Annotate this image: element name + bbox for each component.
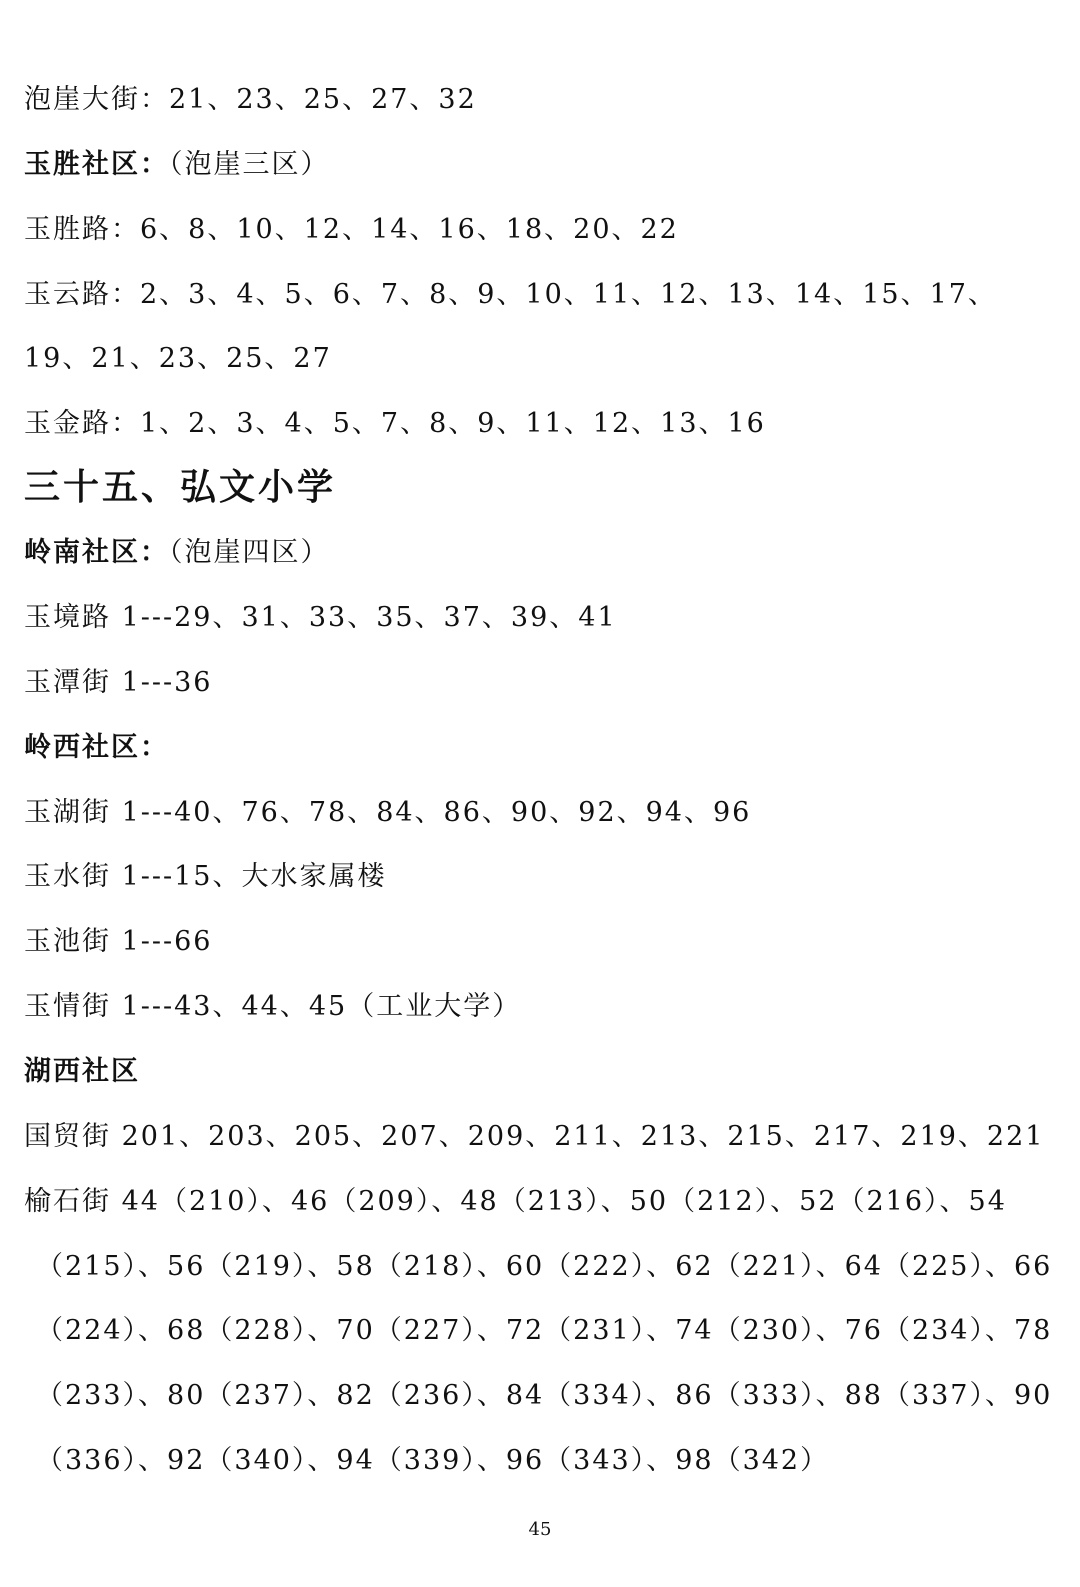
guomao-street-line: 国贸街 201、203、205、207、209、211、213、215、217、219、221	[24, 1121, 1045, 1152]
yushi-street-line: 榆石街 44（210）、46（209）、48（213）、50（212）、52（216）、54	[24, 1186, 1007, 1217]
yushi-street-line-cont-4: （336）、92（340）、94（339）、96（343）、98（342）	[36, 1445, 830, 1476]
lingnan-community-label: 岭南社区：	[24, 537, 169, 568]
yuhu-street-line: 玉湖街 1---40、76、78、84、86、90、92、94、96	[24, 797, 752, 828]
yusheng-community-line	[24, 147, 1054, 183]
page-number: 45	[528, 1519, 552, 1540]
lingxi-community-label: 岭西社区：	[24, 732, 169, 763]
yuyun-road-line-cont: 19、21、23、25、27	[24, 343, 332, 374]
yuyun-road-line: 玉云路：2、3、4、5、6、7、8、9、10、11、12、13、14、15、17、	[24, 279, 997, 310]
yushi-street-line-cont-2: （224）、68（228）、70（227）、72（231）、74（230）、76（234）、78	[36, 1315, 1053, 1346]
paoya-street-line: 泡崖大街：21、23、25、27、32	[24, 84, 477, 115]
yuchi-street-line: 玉池街 1---66	[24, 926, 213, 957]
lingnan-community-note: （泡崖四区）	[169, 537, 330, 568]
huxi-community-label: 湖西社区	[24, 1056, 140, 1087]
yusheng-community-label: 玉胜社区：	[24, 149, 169, 180]
yushui-street-line: 玉水街 1---15、大水家属楼	[24, 861, 387, 892]
yushi-street-line-cont-3: （233）、80（237）、82（236）、84（334）、86（333）、88（337）、90	[36, 1380, 1053, 1411]
yuqing-street-line: 玉情街 1---43、44、45（工业大学）	[24, 991, 522, 1022]
lingnan-community-line	[24, 535, 1054, 571]
section-heading: 三十五、弘文小学	[24, 467, 337, 508]
yutan-street-line: 玉潭街 1---36	[24, 667, 213, 698]
yujin-road-line: 玉金路：1、2、3、4、5、7、8、9、11、12、13、16	[24, 408, 766, 439]
yusheng-road-line: 玉胜路：6、8、10、12、14、16、18、20、22	[24, 214, 679, 245]
yujing-road-line: 玉境路 1---29、31、33、35、37、39、41	[24, 602, 617, 633]
yushi-street-line-cont-1: （215）、56（219）、58（218）、60（222）、62（221）、64（225）、66	[36, 1251, 1053, 1282]
yusheng-community-note: （泡崖三区）	[169, 149, 330, 180]
